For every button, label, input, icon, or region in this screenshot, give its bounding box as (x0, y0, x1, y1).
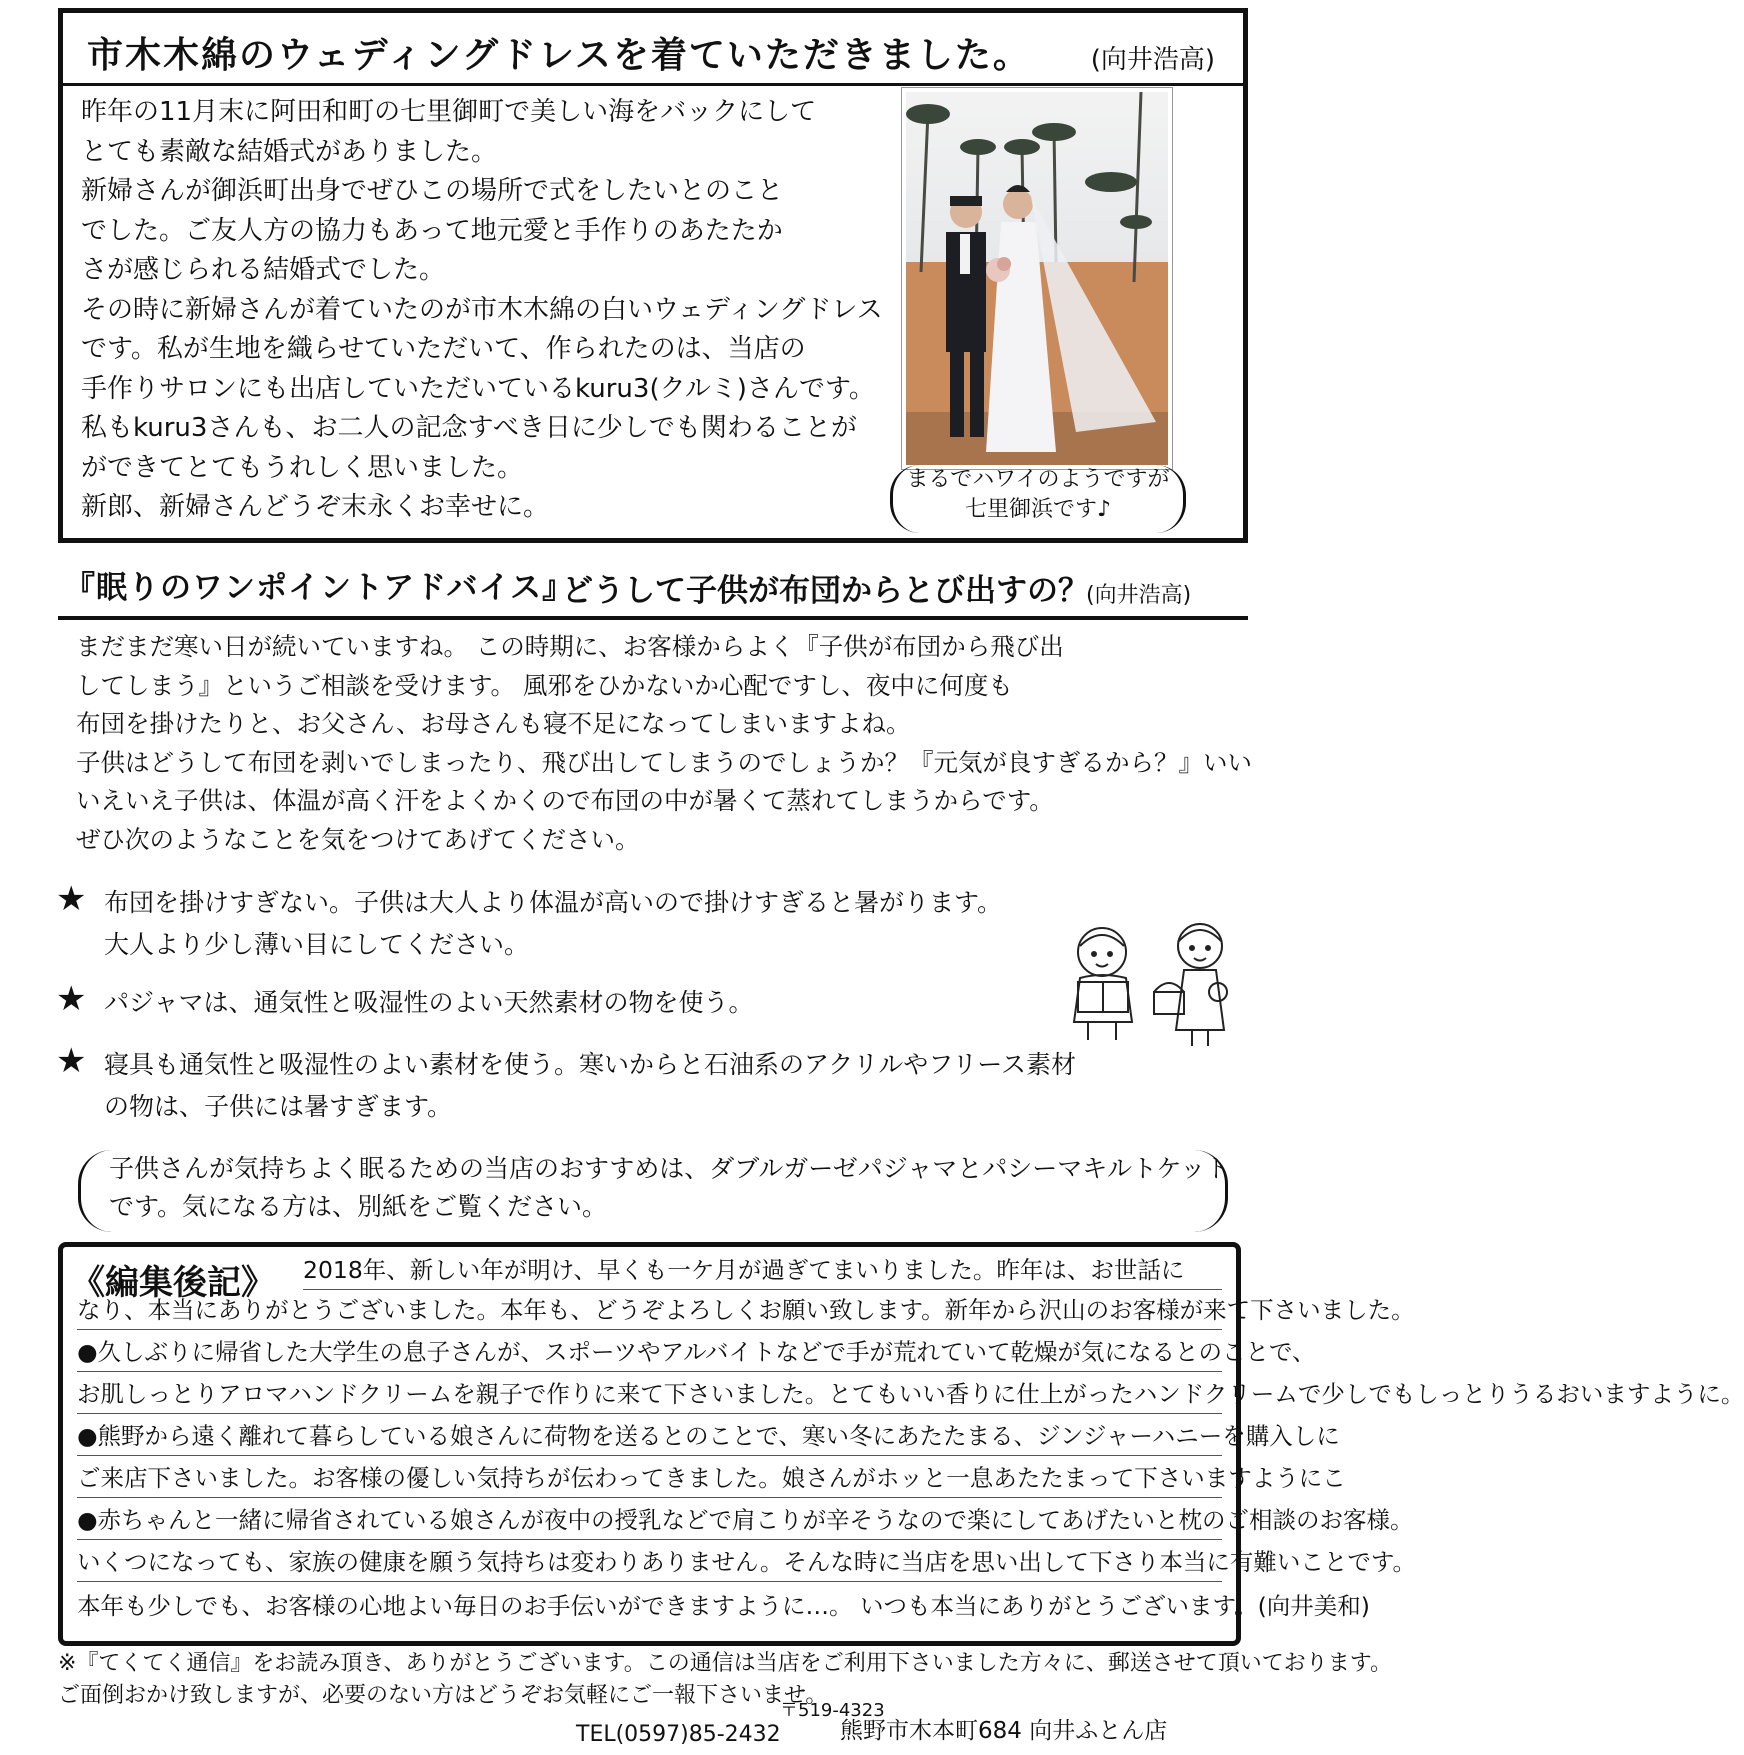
editor-postscript-heading: 《編集後記》 (71, 1263, 275, 1303)
body-line: 新婦さんが御浜町出身でぜひこの場所で式をしたいとのこと (81, 176, 784, 206)
recommendation-note (78, 1150, 1231, 1232)
star-icon: ★ (56, 1041, 87, 1081)
postscript-line: ●熊野から遠く離れて暮らしている娘さんに荷物を送るとのことで、寒い冬にあたたまる、ジンジャーハニーを購入しに (77, 1417, 1222, 1456)
postscript-line: ご来店下さいました。お客様の優しい気持ちが伝わってきました。娘さんがホッと一息あたたまって下さいますようにこ (77, 1459, 1222, 1498)
postscript-line: お肌しっとりアロマハンドクリームを親子で作りに来て下さいました。とてもいい香りに仕上がったハンドクリームで少しでもしっとりうるおいますように。 (77, 1375, 1222, 1414)
tip-text: 布団を掛けすぎない。子供は大人より体温が高いので掛けすぎると暑がります。 (104, 888, 1003, 917)
footer-line: ご面倒おかけ致しますが、必要のない方はどうぞお気軽にご一報下さいませ。 (58, 1683, 828, 1708)
wedding-article-title: 市木木綿のウェディングドレスを着ていただきました。 (87, 35, 1031, 76)
section-divider (58, 616, 1248, 620)
editor-postscript-box (58, 1242, 1744, 1646)
star-icon: ★ (56, 879, 87, 919)
children-illustration (1050, 912, 1250, 1052)
sleep-advice-author: (向井浩高) (1086, 583, 1192, 608)
sleep-advice-body (76, 628, 1252, 859)
postscript-line: ●赤ちゃんと一緒に帰省されている娘さんが夜中の授乳などで肩こりが辛そうなので楽にしてあげたいと枕のご相談のお客様。 (77, 1501, 1222, 1540)
body-line: ぜひ次のようなことを気をつけてあげてください。 (76, 824, 640, 854)
tip-text: 大人より少し薄い目にしてください。 (104, 930, 530, 959)
postscript-line: 2018年、新しい年が明け、早くも一ケ月が過ぎてまいりました。昨年は、お世話に (303, 1251, 1222, 1290)
footer-zip: 〒519-4323 (780, 1700, 885, 1721)
body-line: してしまう』というご相談を受けます。 風邪をひかないか心配ですし、夜中に何度も (76, 670, 1013, 700)
postscript-line: 本年も少しでも、お客様の心地よい毎日のお手伝いができますように…。 いつも本当にありがとうございます。(向井美和) (77, 1592, 1370, 1620)
recommend-line: です。気になる方は、別紙をご覧ください。 (109, 1192, 608, 1221)
wedding-article-body (81, 93, 1011, 528)
caption-line: 七里御浜です♪ (964, 497, 1112, 522)
body-line: とても素敵な結婚式がありました。 (81, 136, 498, 167)
body-line: 昨年の11月末に阿田和町の七里御町で美しい海をバックにして (81, 97, 817, 127)
tip-text: パジャマは、通気性と吸湿性のよい天然素材の物を使う。 (104, 988, 754, 1017)
body-line: 子供はどうして布団を剥いでしまったり、飛び出してしまうのでしょうか？『元気が良すぎるから？』いい (76, 747, 1252, 777)
photo-caption (890, 465, 1186, 533)
sleep-advice-title: 『眠りのワンポイントアドバイス』 (64, 570, 575, 606)
footer-address: 熊野市木本町684 向井ふとん店 (840, 1718, 1168, 1744)
body-line: でした。ご友人方の協力もあって地元愛と手作りのあたたか (81, 215, 783, 246)
body-line: 新郎、新婦さんどうぞ末永くお幸せに。 (81, 492, 550, 522)
caption-line: まるでハワイのようですが (906, 467, 1170, 492)
postscript-line: なり、本当にありがとうございました。本年も、どうぞよろしくお願い致します。新年から沢山のお客様が来て下さいました。 (77, 1291, 1222, 1330)
footer-line: ※『てくてく通信』をお読み頂き、ありがとうございます。この通信は当店をご利用下さいました方々に、郵送させて頂いております。 (58, 1651, 1393, 1676)
tip-text: 寝具も通気性と吸湿性のよい素材を使う。寒いからと石油系のアクリルやフリース素材 (104, 1050, 1077, 1079)
tip-text: の物は、子供には暑すぎます。 (104, 1092, 453, 1121)
body-line: 私もkuru3さんも、お二人の記念すべき日に少しでも関わることが (81, 413, 857, 443)
footer-notice (58, 1648, 1393, 1712)
body-line: 布団を掛けたりと、お父さん、お母さんも寝不足になってしまいますよね。 (76, 709, 911, 738)
postscript-line: いくつになっても、家族の健康を願う気持ちは変わりありません。そんな時に当店を思い出して下さり本当に有難いことです。 (77, 1543, 1222, 1582)
sleep-advice-subtitle: どうして子供が布団からとび出すの？ (562, 573, 1089, 609)
body-line: まだまだ寒い日が続いていますね。 この時期に、お客様からよく『子供が布団から飛び出 (76, 632, 1064, 661)
body-line: いえいえ子供は、体温が高く汗をよくかくので布団の中が暑くて蒸れてしまうからです。 (76, 786, 1054, 815)
body-line: 手作りサロンにも出店していただいているkuru3(クルミ)さんです。 (81, 373, 875, 404)
body-line: さが感じられる結婚式でした。 (81, 255, 446, 285)
wedding-photo (902, 88, 1172, 469)
recommend-line: 子供さんが気持ちよく眠るための当店のおすすめは、ダブルガーゼパジャマとパシーマキルトケット (109, 1154, 1231, 1183)
star-icon: ★ (56, 979, 87, 1019)
title-divider (63, 83, 1243, 86)
body-line: ができてとてもうれしく思いました。 (81, 452, 524, 483)
wedding-article-author: (向井浩高) (1090, 45, 1215, 75)
footer-tel: TEL(0597)85-2432 (576, 1722, 781, 1747)
body-line: です。私が生地を織らせていただいて、作られたのは、当店の (81, 334, 806, 364)
postscript-line: ●久しぶりに帰省した大学生の息子さんが、スポーツやアルバイトなどで手が荒れていて乾燥が気になるとのことで、 (77, 1333, 1222, 1372)
body-line: その時に新婦さんが着ていたのが市木木綿の白いウェディングドレス (81, 294, 883, 325)
